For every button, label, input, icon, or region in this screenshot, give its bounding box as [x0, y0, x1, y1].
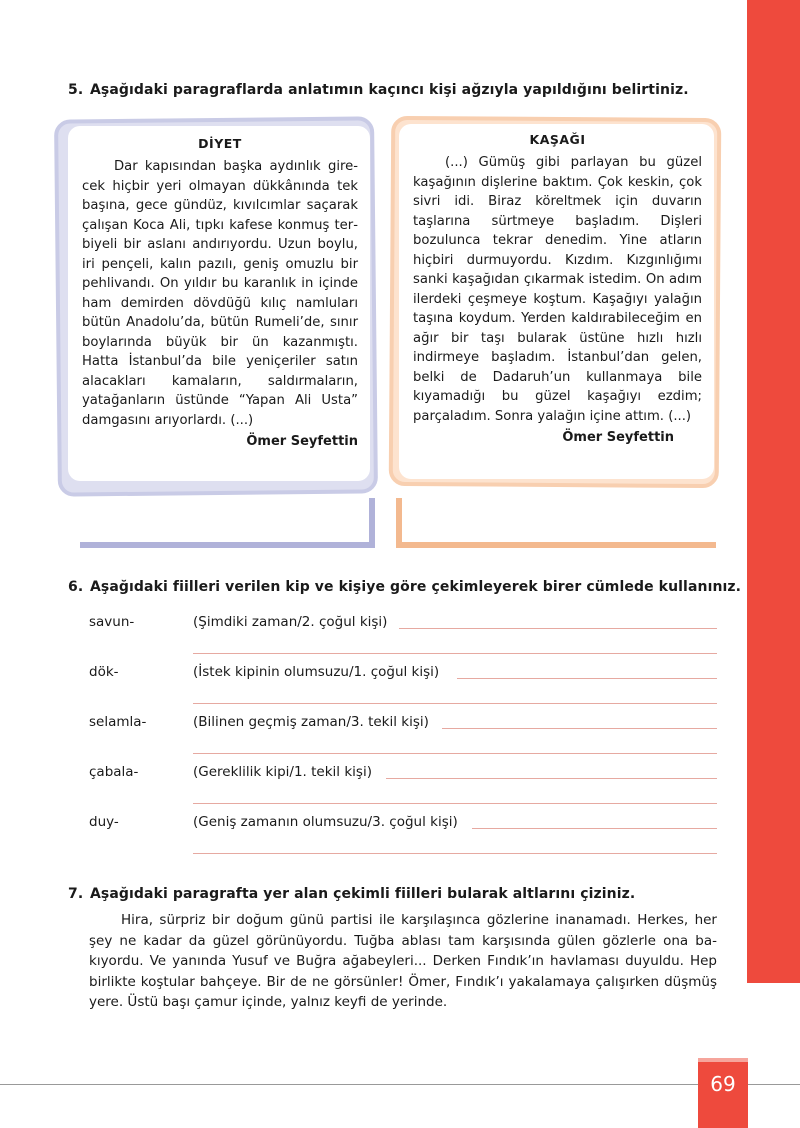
question-5-title	[68, 82, 689, 98]
answer-line[interactable]	[457, 678, 717, 679]
tense-condition: (Gereklilik kipi/1. tekil kişi)	[193, 764, 372, 780]
conjugation-row	[89, 664, 717, 714]
diyet-card-title: DİYET	[198, 136, 242, 151]
tense-condition: (Şimdiki zaman/2. çoğul kişi)	[193, 614, 388, 630]
question-7-paragraph	[89, 910, 717, 1013]
conjugation-row	[89, 714, 717, 764]
answer-line[interactable]	[193, 753, 717, 754]
diyet-card	[68, 126, 370, 481]
answer-line[interactable]	[193, 853, 717, 854]
question-text: Aşağıdaki fiilleri verilen kip ve kişiye göre çekimleyerek birer cümlede kullanınız.	[90, 579, 742, 595]
answer-line[interactable]	[386, 778, 717, 779]
footer-divider	[0, 1084, 800, 1085]
answer-line[interactable]	[442, 728, 717, 729]
kasagi-answer-bracket	[396, 498, 716, 548]
tense-condition: (İstek kipinin olumsuzu/1. çoğul kişi)	[193, 664, 440, 680]
verb-label: çabala-	[89, 764, 139, 780]
tense-condition: (Geniş zamanın olumsuzu/3. çoğul kişi)	[193, 814, 458, 830]
diyet-answer-bracket	[80, 498, 375, 548]
verb-label: dök-	[89, 664, 119, 680]
answer-line[interactable]	[193, 803, 717, 804]
question-text: Aşağıdaki paragraflarda anlatımın kaçıncı kişi ağzıyla yapıldığını belirtiniz.	[90, 82, 689, 98]
diyet-card-text: Dar kapısından başka aydınlık girecek hiçbir yeri olmayan dükkânında tek başına, gece gündüz, kıvılcımlar saçarak çalışan Koca Ali, tıpkı kafese konmuş terbiyeli bir aslanı andırıyordu. Uzun boylu, iri pençeli, kalın pazılı, geniş omuzlu bir pehlivandı. On yıldır bu karanlık in içinde ham demirden dövdüğü kılıç namluları bütün Anadolu’da, bütün Rumeli’de, sınır boylarında büyük bir ün kazanmıştı. Hatta İstanbul’da bile yeniçeriler satın alacakları kamaların, saldırmaların, yatağanların üstünde “Yapan Ali Usta” damgasını arıyorlardı. (...)	[82, 159, 358, 428]
verb-label: selamla-	[89, 714, 147, 730]
answer-line[interactable]	[193, 653, 717, 654]
answer-line[interactable]	[399, 628, 717, 629]
paragraph-text: Hira, sürpriz bir doğum günü partisi ile karşılaşınca gözlerine inanamadı. Herkes, her şey ne kadar da güzel görünüyordu. Tuğba ablası tam karşısında gülen gözlerle ona bakıyordu. Ve yanında Yusuf ve Buğra ağabeyleri... Derken Fındık’ın havlaması duyuldu. Hep birlikte koştular bahçeye. Bir de ne görsünler! Ömer, Fındık’ı yakalamaya çalışırken düşmüş yere. Üstü başı çamur içinde, yalnız keyfi de yerinde.	[89, 912, 717, 1010]
kasagi-card-author: Ömer Seyfettin	[562, 430, 674, 445]
kasagi-card	[399, 124, 714, 479]
page-number: 69	[710, 1072, 736, 1096]
page-tab-flap	[698, 1058, 748, 1062]
verb-label: savun-	[89, 614, 135, 630]
question-7-title	[68, 886, 635, 902]
verb-label: duy-	[89, 814, 119, 830]
kasagi-card-title: KAŞAĞI	[529, 132, 586, 147]
tense-condition: (Bilinen geçmiş zaman/3. tekil kişi)	[193, 714, 429, 730]
question-text: Aşağıdaki paragrafta yer alan çekimli fiilleri bularak altlarını çiziniz.	[90, 886, 636, 902]
question-number: 6.	[68, 579, 84, 595]
diyet-card-author: Ömer Seyfettin	[246, 434, 358, 449]
question-number: 7.	[68, 886, 84, 902]
kasagi-card-text: (...) Gümüş gibi parlayan bu güzel kaşağının dişlerine baktım. Çok keskin, çok sivri idi. Biraz köreltmek için duvarın taşlarına sürtmeye başladım. Dişleri bozulunca tekrar denedim. Yine atların hiçbiri durmuyordu. Kızdım. Kızgınlığımı sanki kaşağıdan çıkarmak istedim. On adım ilerdeki çeşmeye koştum. Kaşağıyı yalağın taşına koydum. Yerden kaldırabileceğim en ağır bir taşı bularak üstüne hızlı hızlı indirmeye başladım. İstanbul’dan gelen, belki de Dadaruh’un kullanmaya bile kıyamadığı bu güzel kaşağıyı ezdim; parçaladım. Sonra yalağın içine attım. (...)	[413, 155, 702, 424]
answer-line[interactable]	[193, 703, 717, 704]
side-color-bar	[747, 0, 800, 983]
answer-line[interactable]	[472, 828, 717, 829]
question-number: 5.	[68, 82, 84, 98]
conjugation-row	[89, 764, 717, 814]
conjugation-row	[89, 614, 717, 664]
question-6-title	[68, 579, 741, 595]
page-number-tab	[698, 1062, 748, 1128]
conjugation-row	[89, 814, 717, 864]
